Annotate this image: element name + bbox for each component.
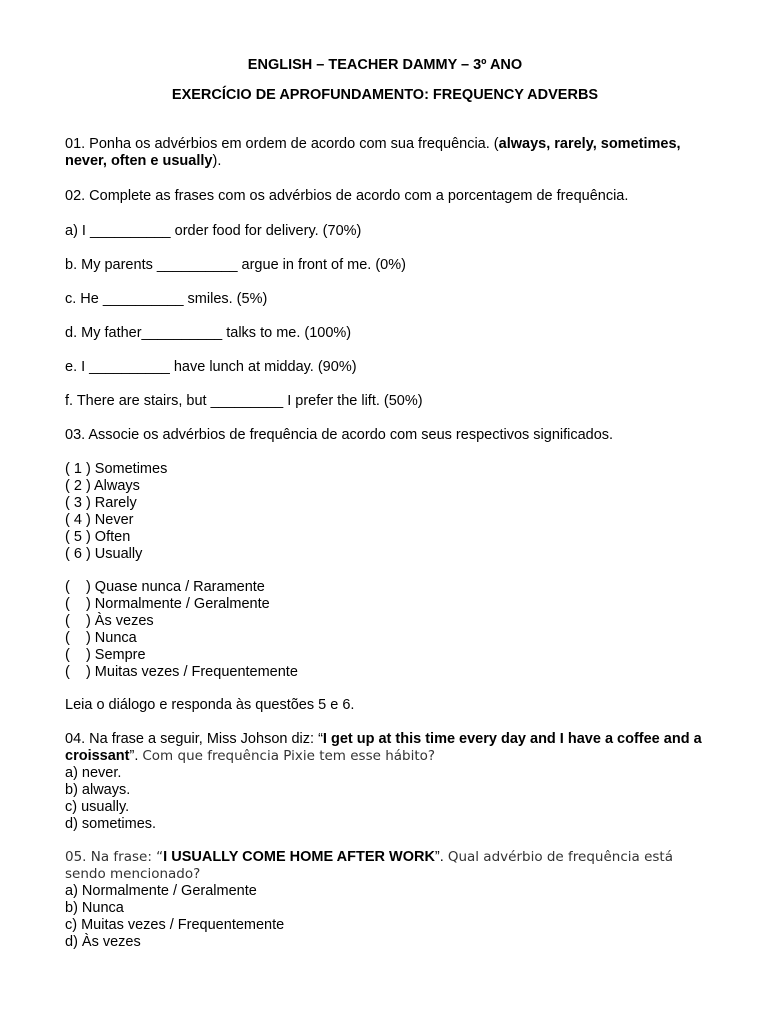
list-item: ( ) Muitas vezes / Frequentemente	[65, 664, 298, 680]
question-01-adverbs: always, rarely, sometimes, never, often e usually	[65, 136, 681, 169]
question-04-options	[65, 765, 705, 833]
question-02-item-f: f. There are stairs, but _________ I prefer the lift. (50%)	[65, 393, 423, 409]
question-05-options	[65, 883, 705, 951]
question-01	[65, 136, 705, 170]
question-02-instruction: 02. Complete as frases com os advérbios de acordo com a porcentagem de frequência.	[65, 188, 629, 204]
list-item: ( 2 ) Always	[65, 478, 140, 494]
question-04-text-mid: ”.	[129, 748, 143, 764]
question-02-item-b: b. My parents __________ argue in front of me. (0%)	[65, 257, 406, 273]
question-05	[65, 849, 705, 883]
list-item: ( ) Nunca	[65, 630, 137, 646]
list-item: ( 4 ) Never	[65, 512, 134, 528]
list-item: ( 6 ) Usually	[65, 546, 143, 562]
list-item: ( 1 ) Sometimes	[65, 461, 168, 477]
list-item: ( ) Sempre	[65, 647, 146, 663]
question-01-text-start: 01. Ponha os advérbios em ordem de acordo com sua frequência. (	[65, 136, 499, 152]
list-item: ( ) Normalmente / Geralmente	[65, 596, 270, 612]
list-item: ( 5 ) Often	[65, 529, 131, 545]
dialog-note: Leia o diálogo e responda às questões 5 e 6.	[65, 697, 355, 713]
worksheet-page	[65, 56, 705, 951]
list-item: c) Muitas vezes / Frequentemente	[65, 917, 285, 933]
question-04-question: Com que frequência Pixie tem esse hábito?	[142, 748, 436, 764]
list-item: ( ) Quase nunca / Raramente	[65, 579, 265, 595]
list-item: d) Às vezes	[65, 934, 141, 950]
question-02-item-a: a) I __________ order food for delivery. (70%)	[65, 223, 362, 239]
worksheet-title: ENGLISH – TEACHER DAMMY – 3º ANO	[247, 57, 523, 73]
list-item: ( ) Às vezes	[65, 613, 154, 629]
list-item: a) never.	[65, 765, 122, 781]
list-item: b) Nunca	[65, 900, 124, 916]
list-item: c) usually.	[65, 799, 130, 815]
question-02-item-d: d. My father__________ talks to me. (100%)	[65, 325, 352, 341]
question-05-text-start: 05. Na frase: “	[65, 849, 164, 865]
list-item: b) always.	[65, 782, 131, 798]
question-03-instruction: 03. Associe os advérbios de frequência de acordo com seus respectivos significados.	[65, 427, 614, 443]
question-05-question: Qual advérbio de frequência está sendo mencionado?	[65, 849, 673, 882]
list-item: ( 3 ) Rarely	[65, 495, 137, 511]
list-item: d) sometimes.	[65, 816, 157, 832]
question-03-numbered-list	[65, 461, 705, 563]
worksheet-subtitle: EXERCÍCIO DE APROFUNDAMENTO: FREQUENCY ADVERBS	[171, 87, 599, 103]
question-04	[65, 731, 705, 765]
list-item: a) Normalmente / Geralmente	[65, 883, 257, 899]
question-04-text-start: 04. Na frase a seguir, Miss Johson diz: “	[65, 731, 323, 747]
question-02-item-c: c. He __________ smiles. (5%)	[65, 291, 268, 307]
question-05-text-mid: ”.	[434, 849, 448, 865]
question-05-quote: I USUALLY COME HOME AFTER WORK	[163, 849, 435, 865]
question-03-blank-list	[65, 579, 705, 681]
question-01-text-end: ).	[212, 153, 222, 169]
question-02-item-e: e. I __________ have lunch at midday. (90%)	[65, 359, 357, 375]
question-04-quote: I get up at this time every day and I have a coffee and a croissant	[65, 731, 702, 764]
